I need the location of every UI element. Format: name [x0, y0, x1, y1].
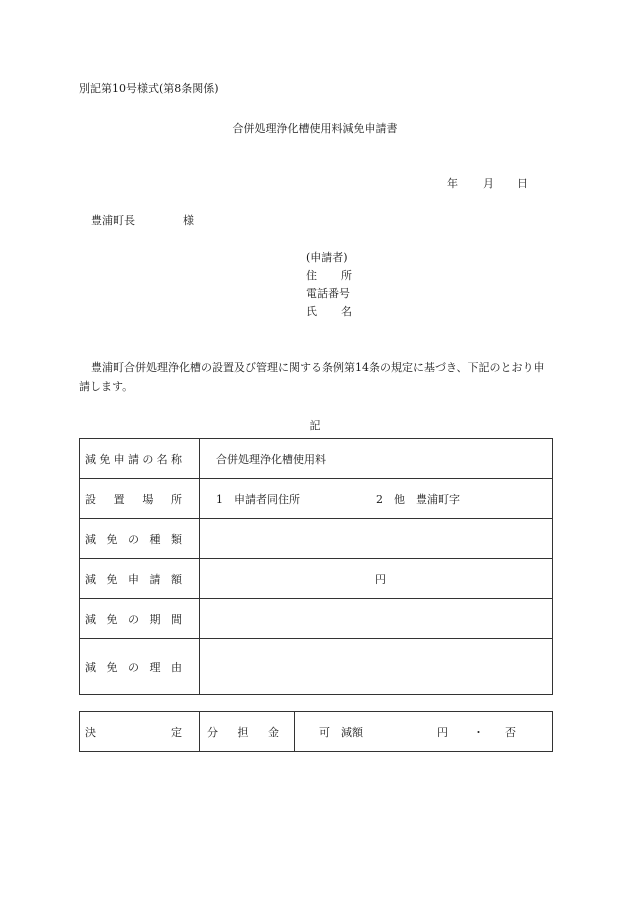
- location-value[interactable]: [200, 479, 553, 519]
- table-row: [80, 559, 553, 599]
- exemption-period-value[interactable]: [200, 599, 553, 639]
- row-label: 減 免 申 請 の 名 称: [80, 439, 200, 479]
- applicant-phone-label: 電話番号: [306, 287, 350, 300]
- table-row: [80, 599, 553, 639]
- year-label: 年: [447, 177, 458, 190]
- table-row: [80, 519, 553, 559]
- label-char: 氏: [306, 305, 317, 318]
- document-title: 合併処理浄化槽使用料減免申請書: [232, 122, 398, 135]
- form-reference: 別記第10号様式(第8条関係): [79, 82, 219, 95]
- location-option-other[interactable]: 2 他 豊浦町字: [376, 492, 460, 506]
- label-char: 名: [341, 305, 352, 318]
- application-table: [79, 438, 553, 695]
- label-char: 住: [306, 269, 317, 282]
- share-label: 分 担 金: [200, 712, 295, 752]
- applicant-name-label: [306, 303, 352, 321]
- applicant-heading: (申請者): [306, 251, 348, 264]
- applicant-block: [306, 249, 352, 321]
- decision-table: [79, 711, 553, 752]
- exemption-name-value[interactable]: 合併処理浄化槽使用料: [200, 439, 553, 479]
- approve-label[interactable]: 可: [319, 725, 330, 739]
- addressee-honorific: 様: [183, 214, 194, 227]
- row-label: 設 置 場 所: [80, 479, 200, 519]
- table-row: [80, 479, 553, 519]
- yen-unit: 円: [437, 725, 448, 739]
- decision-label: 決 定: [80, 712, 200, 752]
- label-char: 所: [341, 269, 352, 282]
- addressee: [91, 212, 194, 228]
- exemption-amount-value[interactable]: 円: [200, 559, 553, 599]
- table-row: [80, 639, 553, 695]
- row-label: 減 免 の 種 類: [80, 519, 200, 559]
- table-row: [80, 439, 553, 479]
- ki-heading: 記: [309, 419, 321, 432]
- separator-dot: ・: [473, 725, 484, 739]
- decision-value[interactable]: [295, 712, 553, 752]
- reduction-amount-label: 減額: [341, 725, 363, 739]
- day-label: 日: [517, 177, 528, 190]
- applicant-address-label: [306, 267, 352, 285]
- row-label: 減 免 申 請 額: [80, 559, 200, 599]
- body-text: 豊浦町合併処理浄化槽の設置及び管理に関する条例第14条の規定に基づき、下記のとおり申請します。: [79, 361, 545, 393]
- row-label: 減 免 の 期 間: [80, 599, 200, 639]
- deny-label[interactable]: 否: [505, 725, 516, 739]
- addressee-name: 豊浦町長: [91, 214, 135, 227]
- table-row: [80, 712, 553, 752]
- location-option-same-address[interactable]: 1 申請者同住所: [216, 492, 300, 506]
- exemption-type-value[interactable]: [200, 519, 553, 559]
- row-label: 減 免 の 理 由: [80, 639, 200, 695]
- month-label: 月: [483, 177, 494, 190]
- exemption-reason-value[interactable]: [200, 639, 553, 695]
